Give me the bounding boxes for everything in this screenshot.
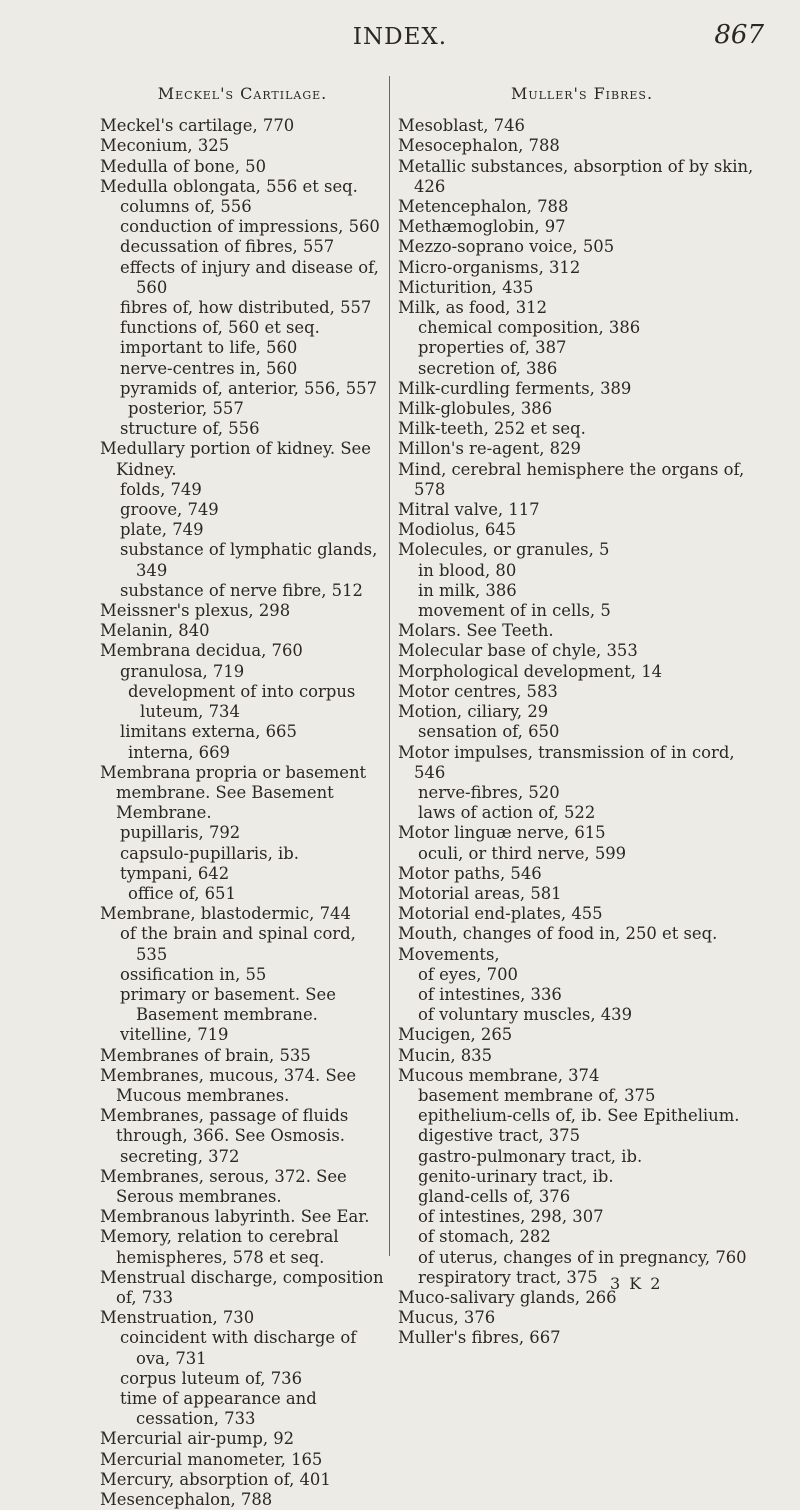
index-entry: ossification in, 55 (120, 964, 267, 984)
index-entry: Morphological development, 14 (398, 661, 663, 681)
index-entry: Mesencephalon, 788 (100, 1490, 273, 1510)
index-entry: of uterus, changes of in pregnancy, 760 (418, 1247, 747, 1267)
index-entry: Mercury, absorption of, 401 (100, 1469, 331, 1489)
index-entry: decussation of fibres, 557 (120, 237, 335, 257)
index-entry: Motor linguæ nerve, 615 (398, 823, 606, 843)
index-entry: Melanin, 840 (100, 621, 210, 641)
index-entry: Menstrual discharge, composition of, 733 (100, 1267, 384, 1307)
index-entry: plate, 749 (120, 520, 204, 540)
index-entry: Mucin, 835 (398, 1045, 493, 1065)
index-entry: secreting, 372 (120, 1146, 240, 1166)
index-entry: Membrana propria or basement membrane. See Basement Membrane. (100, 762, 367, 823)
left-column-heading: Meckel's Cartilage. (157, 84, 328, 103)
index-entry: Modiolus, 645 (398, 520, 517, 540)
right-entries-list (398, 116, 766, 1348)
index-entry: nerve-centres in, 560 (120, 358, 298, 378)
index-entry: columns of, 556 (120, 197, 252, 217)
index-entry: Membranes, serous, 372. See Serous membranes. (100, 1166, 347, 1206)
index-entry: Membranes of brain, 535 (100, 1045, 311, 1065)
index-entry: posterior, 557 (128, 399, 244, 419)
index-entry: development of into corpus luteum, 734 (128, 681, 356, 722)
index-entry: Muco-salivary glands, 266 (398, 1287, 617, 1307)
index-entry: Meissner's plexus, 298 (100, 601, 291, 621)
index-entry: oculi, or third nerve, 599 (418, 843, 627, 863)
index-entry: pupillaris, 792 (120, 823, 241, 843)
index-entry: Micturition, 435 (398, 277, 534, 297)
index-entry: of intestines, 298, 307 (418, 1207, 604, 1227)
index-entry: digestive tract, 375 (418, 1126, 581, 1146)
left-entries-list (100, 116, 385, 1510)
index-entry: effects of injury and disease of, 560 (120, 257, 379, 297)
index-entry: in blood, 80 (418, 560, 517, 580)
index-entry: sensation of, 650 (418, 722, 560, 742)
index-entry: Motor centres, 583 (398, 681, 558, 701)
index-entry: Mezzo-soprano voice, 505 (398, 237, 615, 257)
index-entry: Medullary portion of kidney. See Kidney. (100, 439, 371, 479)
index-entry: Menstruation, 730 (100, 1308, 255, 1328)
page-number: 867 (714, 20, 764, 50)
index-entry: Mucous membrane, 374 (398, 1065, 600, 1085)
index-entry: Membranes, passage of fluids through, 366. See Osmosis. (100, 1106, 349, 1146)
index-entry: nerve-fibres, 520 (418, 782, 560, 802)
index-entry: Metencephalon, 788 (398, 197, 569, 217)
index-entry: conduction of impressions, 560 (120, 217, 380, 237)
index-entry: Mind, cerebral hemisphere the organs of, 578 (398, 459, 745, 499)
index-entry: Motor paths, 546 (398, 863, 542, 883)
index-entry: Membrane, blastodermic, 744 (100, 904, 351, 924)
index-entry: functions of, 560 et seq. (120, 318, 320, 338)
index-entry: genito-urinary tract, ib. (418, 1166, 614, 1186)
index-entry: Motorial areas, 581 (398, 883, 562, 903)
index-entry: Molecules, or granules, 5 (398, 540, 610, 560)
index-entry: basement membrane of, 375 (418, 1085, 656, 1105)
index-entry: Motion, ciliary, 29 (398, 702, 549, 722)
index-entry: Movements, (398, 944, 500, 964)
index-entry: respiratory tract, 375 (418, 1267, 598, 1287)
index-entry: Mercurial manometer, 165 (100, 1449, 323, 1469)
index-entry: Memory, relation to cerebral hemispheres, 578 et seq. (100, 1227, 339, 1267)
index-entry: limitans externa, 665 (120, 722, 297, 742)
index-entry: Meconium, 325 (100, 136, 230, 156)
index-entry: Millon's re-agent, 829 (398, 439, 581, 459)
index-entry: substance of nerve fibre, 512 (120, 580, 363, 600)
index-entry: Muller's fibres, 667 (398, 1328, 561, 1348)
index-entry: Micro-organisms, 312 (398, 257, 581, 277)
index-entry: Molars. See Teeth. (398, 621, 554, 641)
index-entry: Membrana decidua, 760 (100, 641, 303, 661)
index-entry: coincident with discharge of ova, 731 (120, 1328, 357, 1368)
signature-mark: 3 K 2 (610, 1274, 663, 1293)
index-entry: of the brain and spinal cord, 535 (120, 924, 356, 964)
index-entry: Milk-curdling ferments, 389 (398, 378, 632, 398)
index-entry: corpus luteum of, 736 (120, 1368, 303, 1388)
index-entry: gland-cells of, 376 (418, 1186, 571, 1206)
index-entry: laws of action of, 522 (418, 803, 596, 823)
index-entry: Metallic substances, absorption of by skin, 426 (398, 156, 754, 196)
index-entry: vitelline, 719 (120, 1025, 229, 1045)
index-entry: Membranes, mucous, 374. See Mucous membranes. (100, 1065, 357, 1105)
index-entry: office of, 651 (128, 883, 236, 903)
index-entry: pyramids of, anterior, 556, 557 (120, 378, 378, 398)
column-divider (389, 76, 390, 1256)
index-entry: movement of in cells, 5 (418, 601, 611, 621)
index-entry: Molecular base of chyle, 353 (398, 641, 638, 661)
index-entry: chemical composition, 386 (418, 318, 641, 338)
index-entry: of eyes, 700 (418, 964, 518, 984)
left-column (100, 84, 385, 1510)
index-entry: secretion of, 386 (418, 358, 558, 378)
right-column-heading: Muller's Fibres. (510, 84, 654, 103)
index-entry: tympani, 642 (120, 863, 230, 883)
index-entry: of stomach, 282 (418, 1227, 551, 1247)
index-entry: granulosa, 719 (120, 661, 245, 681)
index-entry: Mesoblast, 746 (398, 116, 525, 136)
index-entry: Mesocephalon, 788 (398, 136, 560, 156)
index-entry: time of appearance and cessation, 733 (120, 1389, 317, 1429)
index-entry: Milk, as food, 312 (398, 298, 548, 318)
index-entry: structure of, 556 (120, 419, 260, 439)
index-entry: substance of lymphatic glands, 349 (120, 540, 378, 580)
index-entry: Mucus, 376 (398, 1308, 496, 1328)
index-entry: fibres of, how distributed, 557 (120, 298, 372, 318)
index-entry: Milk-teeth, 252 et seq. (398, 419, 586, 439)
index-entry: capsulo-pupillaris, ib. (120, 843, 299, 863)
index-entry: Medulla oblongata, 556 et seq. (100, 176, 358, 196)
running-title: INDEX. (352, 24, 448, 50)
index-entry: primary or basement. See Basement membrane. (120, 984, 336, 1025)
index-entry: Methæmoglobin, 97 (398, 217, 566, 237)
index-entry: Milk-globules, 386 (398, 399, 553, 419)
index-entry: in milk, 386 (418, 580, 517, 600)
index-entry: of voluntary muscles, 439 (418, 1005, 633, 1025)
index-entry: properties of, 387 (418, 338, 567, 358)
index-entry: Membranous labyrinth. See Ear. (100, 1207, 370, 1227)
index-entry: Motor impulses, transmission of in cord, 546 (398, 742, 735, 782)
index-entry: interna, 669 (128, 742, 230, 762)
index-entry: epithelium-cells of, ib. See Epithelium. (418, 1106, 740, 1126)
index-entry: Mucigen, 265 (398, 1025, 513, 1045)
index-entry: Mercurial air-pump, 92 (100, 1429, 295, 1449)
index-entry: Mitral valve, 117 (398, 500, 540, 520)
page-header (0, 18, 800, 58)
index-entry: Meckel's cartilage, 770 (100, 116, 295, 136)
index-entry: Motorial end-plates, 455 (398, 904, 603, 924)
index-entry: important to life, 560 (120, 338, 298, 358)
index-entry: groove, 749 (120, 500, 219, 520)
right-column (398, 84, 766, 1349)
index-entry: folds, 749 (120, 479, 202, 499)
index-entry: of intestines, 336 (418, 984, 562, 1004)
index-entry: gastro-pulmonary tract, ib. (418, 1146, 643, 1166)
index-entry: Medulla of bone, 50 (100, 156, 267, 176)
index-entry: Mouth, changes of food in, 250 et seq. (398, 924, 718, 944)
